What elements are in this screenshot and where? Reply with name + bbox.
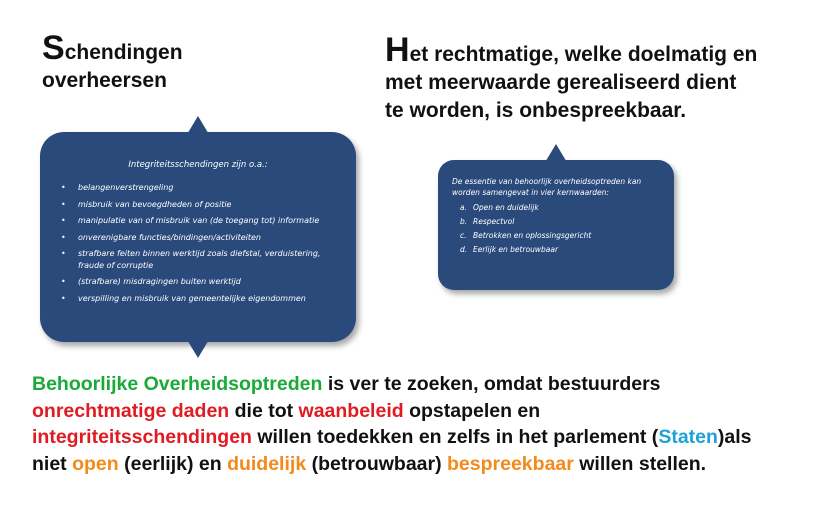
list-text: Betrokken en oplossingsgericht [473,231,592,240]
list-item: • (strafbare) misdragingen buiten werktijd [78,276,340,288]
list-item: • onverenigbare functies/bindingen/activiteiten [78,232,340,244]
right-heading [385,31,805,125]
right-heading-line1: et rechtmatige, welke doelmatig en [409,43,758,66]
list-letter: b. [460,217,468,226]
statement-line-4 [32,451,822,478]
statement-segment: )als [717,426,752,448]
list-item: • manipulatie van of misbruik van (de toegang tot) informatie [78,215,340,227]
core-values-callout [438,160,674,290]
statement-segment: duidelijk [227,452,307,475]
list-item: • misbruik van bevoegdheden of positie [78,199,340,211]
right-heading-line3: te worden, is onbespreekbaar. [385,99,687,122]
statement-line-2 [32,398,822,425]
list-text: Open en duidelijk [473,203,539,212]
list-letter: c. [460,231,467,240]
list-item: • belangenverstrengeling [78,182,340,194]
integrity-violations-callout [40,132,356,342]
statement-segment: Behoorlijke Overheidsoptreden [32,373,323,395]
list-letter: d. [460,245,468,254]
statement-segment: open [72,452,119,475]
statement-segment: (eerlijk) en [118,452,228,475]
right-heading-line2: met meerwaarde gerealiseerd dient [385,71,737,94]
list-text: Eerlijk en betrouwbaar [473,245,559,254]
callout-title: Integriteitsschendingen zijn o.a.: [128,160,268,170]
statement-segment: opstapelen en [403,399,541,422]
statement-segment: Staten [658,426,718,448]
left-heading [42,29,282,95]
left-heading-cap: S [42,29,65,67]
statement-line-1 [32,371,822,398]
list-item [460,215,674,229]
statement-segment: is ver te zoeken, omdat bestuurders [322,373,661,395]
violations-list [40,182,356,304]
statement-segment: (betrouwbaar) [306,452,448,475]
right-heading-cap: H [385,31,410,69]
list-item [460,243,674,257]
list-item [460,229,674,243]
statement-segment: onrechtmatige daden [32,399,230,422]
callout-intro: De essentie van behoorlijk overheidsoptreden kan worden samengevat in vier kernwaarden: [452,177,642,197]
list-item [460,201,674,215]
list-letter: a. [460,203,467,212]
statement-segment: niet [32,452,73,475]
list-text: Respectvol [473,217,515,226]
list-item: • strafbare feiten binnen werktijd zoals diefstal, verduistering, fraude of corruptie [78,248,340,271]
statement-segment: waanbeleid [298,399,404,422]
statement-segment: bespreekbaar [447,452,574,475]
statement-line-3 [32,424,822,451]
statement-segment: integriteitsschendingen [32,426,252,448]
left-heading-line1: chendingen [64,41,183,64]
statement-segment: die tot [229,399,299,422]
list-item: • verspilling en misbruik van gemeentelijke eigendommen [78,293,340,305]
core-values-list [438,201,674,257]
left-heading-line2: overheersen [42,69,167,92]
statement-segment: willen stellen. [573,452,707,475]
bottom-statement [32,371,822,477]
statement-segment: willen toedekken en zelfs in het parlement ( [251,426,659,448]
